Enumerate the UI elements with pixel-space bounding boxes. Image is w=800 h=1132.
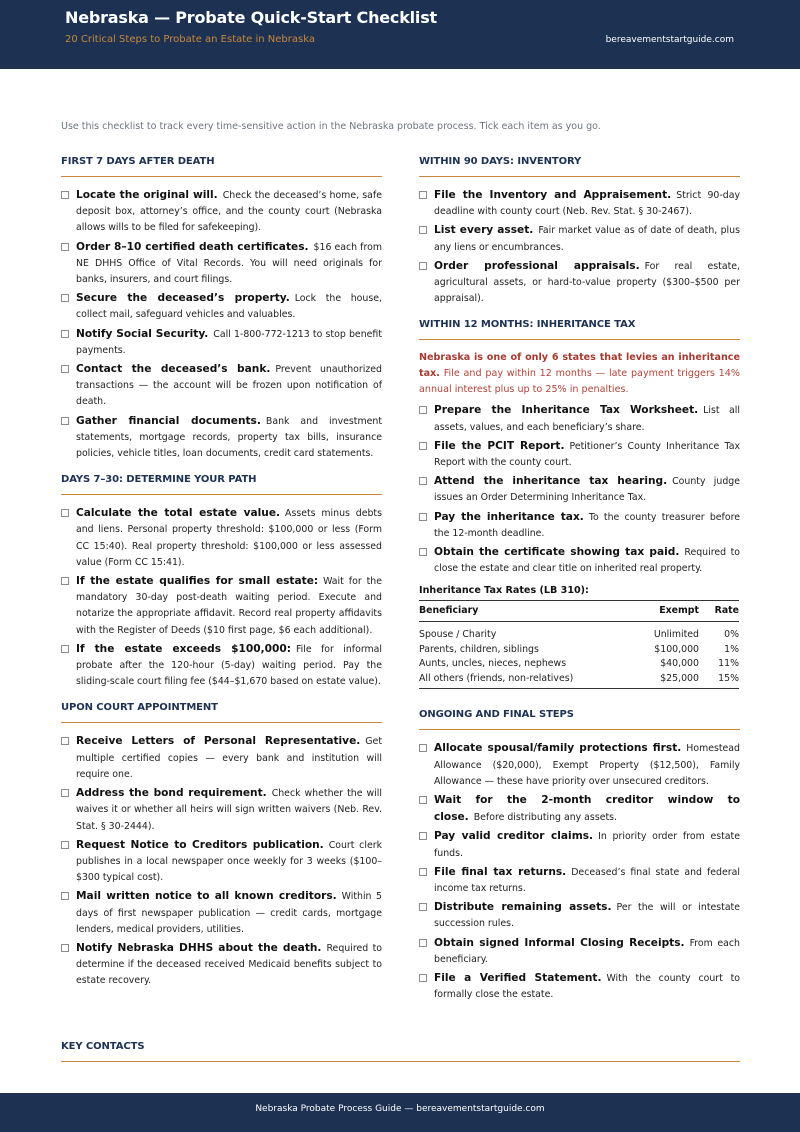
checklist-item-description: Strict 90-day deadline with county court (Neb. Rev. Stat. § 30-2467). [434, 190, 741, 218]
checklist-item-description: From each beneficiary. [434, 937, 740, 965]
checkbox[interactable] [419, 442, 427, 450]
checklist-item [419, 187, 740, 220]
checklist [419, 187, 740, 307]
section-ongoing-final [419, 709, 740, 1003]
checklist-item [61, 940, 382, 990]
cell-beneficiary: Parents, children, siblings [419, 643, 539, 655]
section-within-90-days [419, 156, 740, 307]
checklist-item-title: File a Verified Statement. [434, 972, 602, 985]
checklist-item-description: Bank and investment statements, mortgage records, property tax bills, insurance policies, vehicle titles, loan documents, credit card statements. [76, 415, 382, 460]
checklist-item [419, 899, 740, 932]
checkbox[interactable] [61, 243, 69, 251]
page-subtitle: 20 Critical Steps to Probate an Estate in Nebraska [65, 34, 315, 45]
checklist-item-title: Pay the inheritance tax. [434, 510, 584, 523]
inheritance-tax-rates-table [419, 600, 739, 689]
checkbox[interactable] [419, 477, 427, 485]
checklist-item-description: Required to close the estate and clear title on inherited real property. [434, 547, 740, 575]
checkbox[interactable] [61, 417, 69, 425]
checklist-item-description: Required to determine if the deceased received Medicaid benefits subject to estate recovery. [76, 942, 382, 987]
checklist-item-description: File for informal probate after the 120-hour (5-day) waiting period. Pay the sliding-scale court filing fee ($44–$1,670 based on estate value). [76, 643, 382, 688]
section-title: ONGOING AND FINAL STEPS [419, 709, 740, 730]
table-row [419, 643, 739, 658]
checkbox[interactable] [419, 548, 427, 556]
page-footer [0, 1093, 800, 1132]
checklist-item-description: Within 5 days of first newspaper publication — credit cards, mortgage lenders, medical providers, utilities. [76, 891, 382, 935]
checklist-item-description: For real estate, agricultural assets, or hard-to-value property ($300–$500 per appraisal). [434, 260, 740, 305]
checklist-item-title: Attend the inheritance tax hearing. [434, 475, 668, 488]
cell-beneficiary: Spouse / Charity [419, 629, 497, 641]
checklist-item [61, 361, 382, 411]
cell-beneficiary: All others (friends, non-relatives) [419, 672, 636, 689]
page-header [0, 0, 800, 69]
checklist-item [419, 258, 740, 308]
checklist-item-title: Obtain the certificate showing tax paid. [434, 546, 680, 559]
checklist-item-title: Wait for the 2-month creditor window to close. [434, 794, 740, 824]
checklist-item-description: Get multiple certified copies — every bank and institution will require one. [76, 736, 382, 780]
checklist-item [419, 544, 740, 577]
checklist-item-description: Petitioner’s County Inheritance Tax Report with the county court. [434, 440, 740, 469]
checklist-item-title: Address the bond requirement. [76, 787, 267, 800]
checklist-item-title: File the Inventory and Appraisement. [434, 189, 672, 201]
checklist [419, 402, 740, 577]
checklist-item-title: If the estate exceeds $100,000: [76, 642, 291, 655]
checklist-item-title: Distribute remaining assets. [434, 901, 612, 914]
section-key-contacts [61, 1041, 740, 1072]
checklist-item [61, 290, 382, 323]
checklist-item [419, 509, 740, 542]
checklist-item-description: Per the will or intestate succession rules. [434, 902, 741, 930]
cell-exempt: Unlimited [653, 629, 699, 641]
cell-rate: 1% [724, 643, 739, 655]
checkbox[interactable] [419, 939, 427, 947]
checklist-item-description: Prevent unauthorized transactions — the account will be frozen upon notification of death. [76, 364, 383, 408]
checklist-item-title: Calculate the total estate value. [76, 507, 281, 520]
right-column [419, 156, 740, 1016]
left-column [61, 156, 382, 1002]
checklist-item-title: Notify Social Security. [76, 327, 209, 340]
checklist [61, 187, 382, 462]
page-title: Nebraska — Probate Quick-Start Checklist [65, 8, 437, 27]
section-title: KEY CONTACTS [61, 1041, 740, 1062]
checklist-item-title: Secure the deceased’s property. [76, 292, 290, 305]
checklist-item [61, 413, 382, 463]
section-first-7-days [61, 156, 382, 462]
section-title: WITHIN 90 DAYS: INVENTORY [419, 156, 740, 177]
checkbox[interactable] [61, 737, 69, 745]
checklist-item-description: Homestead Allowance ($20,000), Exempt Property ($12,500), Family Allowance — these have priority over unsecured creditors. [434, 743, 740, 787]
table-row [419, 622, 739, 643]
checklist-item-description: Lock the house, collect mail, safeguard vehicles and valuables. [76, 293, 382, 321]
checklist-item [61, 785, 382, 835]
checklist-item-title: Gather financial documents. [76, 414, 261, 427]
checkbox[interactable] [61, 191, 69, 199]
warning-text: File and pay within 12 months — late payment triggers 14% annual interest plus up to 25% in penalties. [419, 368, 740, 396]
checklist-item-title: List every asset. [434, 224, 534, 237]
checklist-item-title: If the estate qualifies for small estate: [76, 575, 319, 588]
rates-table-title: Inheritance Tax Rates (LB 310): [419, 585, 589, 597]
checklist-item-description: Fair market value as of date of death, plus any liens or encumbrances. [434, 225, 740, 253]
checkbox[interactable] [419, 262, 427, 270]
checklist-item [61, 187, 382, 237]
checklist-item-description: With the county court to formally close the estate. [434, 973, 740, 1001]
checkbox[interactable] [61, 789, 69, 797]
checklist-item [61, 837, 382, 887]
checklist-item [61, 888, 382, 938]
checklist-item [419, 828, 740, 861]
footer-text: Nebraska Probate Process Guide — bereavementstartguide.com [255, 1104, 545, 1114]
checkbox[interactable] [419, 406, 427, 414]
checkbox[interactable] [61, 892, 69, 900]
checklist-item [419, 792, 740, 826]
section-court-appointment [61, 702, 382, 989]
column-header-beneficiary: Beneficiary [419, 601, 636, 622]
checkbox[interactable] [61, 944, 69, 952]
checkbox[interactable] [61, 645, 69, 653]
checklist-item-title: File the PCIT Report. [434, 439, 565, 452]
checkbox[interactable] [61, 330, 69, 338]
checklist-item [61, 733, 382, 783]
checklist-item-description: $16 each from NE DHHS Office of Vital Records. You will need originals for banks, insurers, and court filings. [76, 241, 382, 286]
checklist-item-description: Call 1-800-772-1213 to stop benefit payments. [76, 328, 382, 356]
section-title: WITHIN 12 MONTHS: INHERITANCE TAX [419, 319, 740, 340]
checkbox[interactable] [61, 577, 69, 585]
checklist-item-description: In priority order from estate funds. [434, 831, 740, 859]
checklist [61, 505, 382, 690]
checklist-item-title: Order 8–10 certified death certificates. [76, 240, 309, 253]
checklist-item-title: File final tax returns. [434, 865, 567, 878]
checklist-item-title: Notify Nebraska DHHS about the death. [76, 941, 322, 954]
checklist-item-title: Pay valid creditor claims. [434, 830, 594, 843]
checklist-item-title: Receive Letters of Personal Representative. [76, 735, 361, 748]
column-header-exempt: Exempt [636, 601, 699, 622]
cell-beneficiary: Aunts, uncles, nieces, nephews [419, 658, 567, 670]
checkbox[interactable] [419, 868, 427, 876]
checklist-item-description: Court clerk publishes in a local newspaper once weekly for 3 weeks ($100–$300 typical cost). [76, 839, 382, 884]
checklist-item-title: Order professional appraisals. [434, 259, 640, 272]
section-title: UPON COURT APPOINTMENT [61, 702, 382, 723]
section-title: FIRST 7 DAYS AFTER DEATH [61, 156, 382, 177]
table-row [419, 657, 739, 672]
checkbox[interactable] [61, 841, 69, 849]
checklist-item-title: Allocate spousal/family protections first. [434, 742, 682, 755]
table-header-row [419, 601, 739, 622]
cell-exempt: $100,000 [654, 643, 699, 655]
checkbox[interactable] [419, 744, 427, 752]
checklist-item [419, 740, 740, 790]
checklist-item [419, 864, 740, 897]
cell-rate: 11% [718, 658, 739, 670]
checkbox[interactable] [419, 226, 427, 234]
cell-rate: 0% [724, 629, 739, 641]
cell-exempt: $25,000 [636, 672, 699, 689]
section-within-12-months [419, 319, 740, 689]
checklist-item-description: Assets minus debts and liens. Personal property threshold: $100,000 or less (Form CC 15:40). Real property threshold: $100,000 or less assessed value (Form CC 15:41). [76, 508, 382, 568]
checklist-item-title: Prepare the Inheritance Tax Worksheet. [434, 404, 699, 417]
checklist-item [419, 473, 740, 506]
checklist [419, 740, 740, 1003]
checklist-item-title: Mail written notice to all known creditors. [76, 890, 337, 903]
checklist-item [419, 935, 740, 968]
checklist-item [419, 402, 740, 435]
checklist-item-description: Wait for the mandatory 30-day post-death waiting period. Execute and notarize the appropriate affidavit. Record real property affidavits with the Register of Deeds ($10 first page, $6 each additional). [76, 576, 382, 636]
checklist-item-title: Contact the deceased’s bank. [76, 363, 271, 376]
checkbox[interactable] [419, 903, 427, 911]
checkbox[interactable] [61, 509, 69, 517]
checklist-item-description: County judge issues an Order Determining Inheritance Tax. [434, 476, 740, 504]
checkbox[interactable] [419, 191, 427, 199]
column-header-rate: Rate [699, 601, 739, 622]
checklist-item-title: Request Notice to Creditors publication. [76, 838, 324, 851]
checkbox[interactable] [419, 796, 427, 804]
checklist [61, 733, 382, 989]
header-site-link[interactable]: bereavementstartguide.com [605, 35, 734, 45]
checklist-item-title: Obtain signed Informal Closing Receipts. [434, 936, 685, 949]
checklist-item-description: To the county treasurer before the 12-month deadline. [434, 511, 741, 539]
checklist-item [419, 438, 740, 471]
checklist-item-description: Check whether the will waives it or whether all heirs will sign written waivers (Neb. Rev. Stat. § 30-2444). [76, 788, 382, 832]
checklist-item [61, 326, 382, 359]
inheritance-tax-warning [419, 350, 740, 398]
checklist-item [419, 222, 740, 255]
checklist-item-description: Deceased’s final state and federal income tax returns. [434, 866, 740, 895]
checklist-item-description: List all assets, values, and each beneficiary’s share. [434, 405, 740, 433]
checkbox[interactable] [419, 974, 427, 982]
cell-exempt: $40,000 [660, 658, 699, 670]
table-row [419, 672, 739, 689]
intro-text: Use this checklist to track every time-sensitive action in the Nebraska probate process. Tick each item as you go. [61, 121, 601, 132]
checklist-item [61, 505, 382, 571]
checklist-item-title: Locate the original will. [76, 189, 218, 201]
section-title: DAYS 7–30: DETERMINE YOUR PATH [61, 474, 382, 495]
checkbox[interactable] [61, 294, 69, 302]
section-days-7-30 [61, 474, 382, 690]
checkbox[interactable] [419, 832, 427, 840]
checklist-item [61, 573, 382, 639]
checklist-item-description: Before distributing any assets. [473, 812, 618, 824]
checklist-item [61, 641, 382, 691]
checkbox[interactable] [61, 365, 69, 373]
warning-bold-text: Nebraska is one of only 6 states that levies an inheritance tax. [419, 352, 740, 380]
checklist-item [419, 970, 740, 1003]
cell-rate: 15% [699, 672, 739, 689]
checklist-item-description: Check the deceased’s home, safe deposit box, attorney’s office, and the county court (Nebraska allows wills to be filed for safekeeping). [76, 190, 382, 234]
checkbox[interactable] [419, 513, 427, 521]
checklist-item [61, 239, 382, 289]
